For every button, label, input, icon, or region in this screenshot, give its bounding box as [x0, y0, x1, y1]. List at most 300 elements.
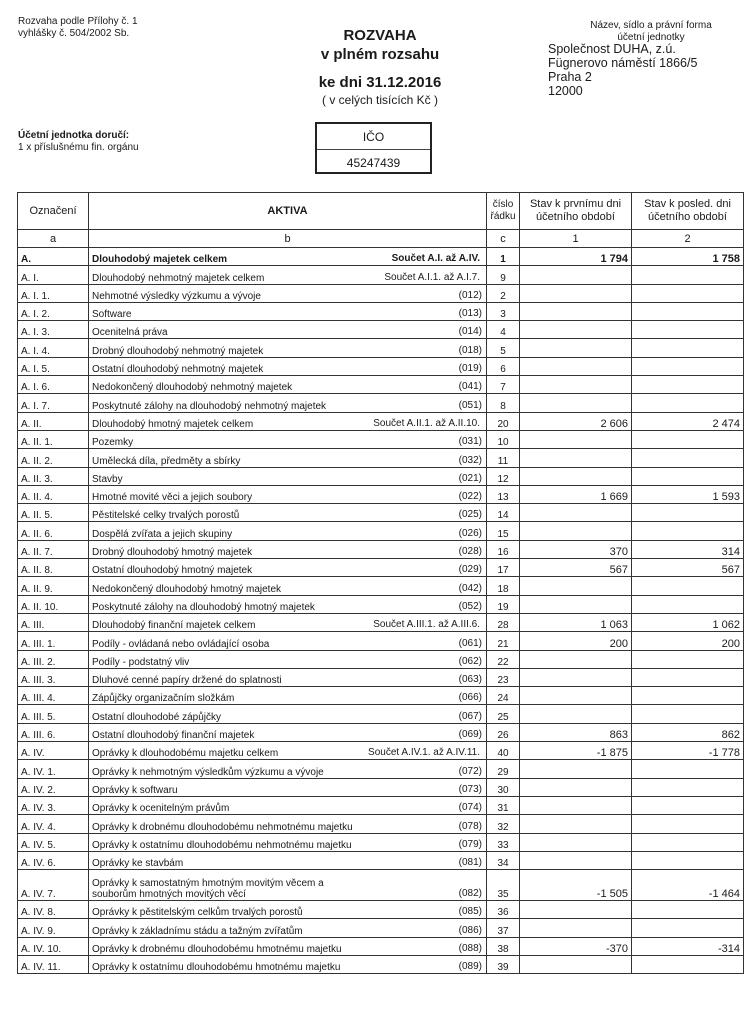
row-name-cell: [89, 901, 487, 919]
row-name-cell: [89, 760, 487, 778]
row-name-cell: [89, 522, 487, 540]
row-sum-ref: Součet A.IV.1. až A.IV.11.: [368, 747, 480, 759]
row-code: A. III. 4.: [18, 687, 89, 705]
row-name-cell: [89, 723, 487, 741]
row-account-ref: (029): [458, 564, 482, 576]
row-name: Software: [92, 309, 132, 321]
row-account-ref: (082): [458, 888, 482, 900]
row-code: A. II. 5.: [18, 504, 89, 522]
row-name: Dlouhodobý nehmotný majetek celkem: [92, 272, 265, 284]
legal-note-line1: Rozvaha podle Přílohy č. 1: [18, 16, 138, 27]
row-account-ref: (018): [458, 344, 482, 356]
row-code: A. II. 10.: [18, 595, 89, 613]
row-account-ref: (088): [458, 942, 482, 954]
row-last-period-value: 200: [632, 632, 744, 650]
row-account-ref: (074): [458, 802, 482, 814]
row-name-cell: [89, 668, 487, 686]
row-name-cell: [89, 412, 487, 430]
table-row: [18, 540, 744, 558]
table-row: [18, 266, 744, 284]
row-line-number: 38: [487, 937, 520, 955]
row-name: Oprávky k ostatnímu dlouhodobému nehmotnému majetku: [92, 839, 352, 851]
row-line-number: 28: [487, 613, 520, 631]
row-account-ref: (081): [458, 857, 482, 869]
row-name: Poskytnuté zálohy na dlouhodobý hmotný majetek: [92, 601, 315, 613]
row-name-cell: [89, 248, 487, 266]
col-last-period-2: účetního období: [648, 211, 727, 223]
row-first-period-value: [520, 394, 632, 412]
table-row: [18, 955, 744, 973]
row-name-cell: [89, 504, 487, 522]
delivery-value: 1 x příslušnému fin. orgánu: [18, 142, 139, 153]
row-name-cell: [89, 449, 487, 467]
row-name: Zápůjčky organizačním složkám: [92, 693, 235, 705]
row-name: Dospělá zvířata a jejich skupiny: [92, 528, 233, 540]
table-body: [18, 248, 744, 974]
table-row: [18, 919, 744, 937]
row-name: Dlouhodobý majetek celkem: [92, 254, 228, 266]
row-last-period-value: -1 778: [632, 742, 744, 760]
row-account-ref: (062): [458, 655, 482, 667]
row-last-period-value: [632, 705, 744, 723]
row-last-period-value: [632, 266, 744, 284]
row-first-period-value: [520, 449, 632, 467]
row-name: Oprávky ke stavbám: [92, 858, 184, 870]
table-row: [18, 595, 744, 613]
table-row: [18, 248, 744, 266]
row-code: A. II.: [18, 412, 89, 430]
row-code: A. I. 5.: [18, 357, 89, 375]
row-account-ref: (012): [458, 289, 482, 301]
row-line-number: 22: [487, 650, 520, 668]
row-first-period-value: 200: [520, 632, 632, 650]
row-code: A. IV. 2.: [18, 778, 89, 796]
row-name: Nehmotné výsledky výzkumu a vývoje: [92, 290, 261, 302]
row-name-cell: [89, 778, 487, 796]
table-row: [18, 376, 744, 394]
row-sum-ref: Součet A.I.1. až A.I.7.: [384, 271, 480, 283]
row-name: Podíly - podstatný vliv: [92, 656, 190, 668]
row-account-ref: (032): [458, 454, 482, 466]
row-code: A. I. 6.: [18, 376, 89, 394]
row-account-ref: (041): [458, 381, 482, 393]
col-first-period-1: Stav k prvnímu dni: [529, 198, 622, 210]
row-code: A.: [18, 248, 89, 266]
row-line-number: 7: [487, 376, 520, 394]
row-first-period-value: [520, 577, 632, 595]
row-name-cell: [89, 430, 487, 448]
row-last-period-value: [632, 760, 744, 778]
row-first-period-value: [520, 815, 632, 833]
ico-box: [315, 122, 432, 174]
table-row: [18, 760, 744, 778]
row-name: Ostatní dlouhodobý finanční majetek: [92, 730, 255, 742]
row-name: Ostatní dlouhodobé zápůjčky: [92, 711, 221, 723]
row-name: Oprávky k samostatným hmotným movitým věcem a souborům hmotných movitých věcí: [92, 878, 324, 901]
row-account-ref: (061): [458, 637, 482, 649]
doc-title: ROZVAHA: [343, 27, 417, 44]
row-line-number: 10: [487, 430, 520, 448]
col-last-period: [632, 193, 744, 230]
row-code: A. IV. 7.: [18, 870, 89, 901]
row-first-period-value: [520, 339, 632, 357]
row-last-period-value: -314: [632, 937, 744, 955]
col-first-period-2: účetního období: [536, 211, 615, 223]
row-code: A. II. 1.: [18, 430, 89, 448]
sub-b: b: [89, 230, 487, 248]
row-last-period-value: [632, 357, 744, 375]
row-account-ref: (085): [458, 906, 482, 918]
balance-sheet-table: [17, 192, 744, 974]
doc-subtitle: v plném rozsahu: [320, 46, 440, 63]
row-name: Oprávky k drobnému dlouhodobému nehmotnému majetku: [92, 821, 353, 833]
row-first-period-value: [520, 919, 632, 937]
row-first-period-value: [520, 467, 632, 485]
row-last-period-value: [632, 449, 744, 467]
delivery-label: Účetní jednotka doručí:: [18, 130, 130, 141]
row-name-cell: [89, 357, 487, 375]
doc-date: ke dni 31.12.2016: [318, 74, 442, 91]
table-row: [18, 778, 744, 796]
table-row: [18, 937, 744, 955]
row-name: Oprávky k ostatnímu dlouhodobému hmotnému majetku: [92, 962, 341, 974]
row-name: Dluhové cenné papíry držené do splatnosti: [92, 675, 282, 687]
row-code: A. IV. 9.: [18, 919, 89, 937]
row-code: A. II. 8.: [18, 559, 89, 577]
row-code: A. I. 3.: [18, 321, 89, 339]
row-last-period-value: [632, 595, 744, 613]
sub-2: 2: [632, 230, 744, 248]
row-last-period-value: [632, 815, 744, 833]
doc-units: ( v celých tisících Kč ): [321, 93, 439, 107]
row-last-period-value: [632, 394, 744, 412]
row-sum-ref: Součet A.II.1. až A.II.10.: [373, 417, 480, 429]
col-first-period: [520, 193, 632, 230]
table-row: [18, 339, 744, 357]
row-account-ref: (021): [458, 472, 482, 484]
row-first-period-value: [520, 760, 632, 778]
company-label: [576, 20, 726, 44]
row-first-period-value: [520, 376, 632, 394]
row-first-period-value: [520, 595, 632, 613]
row-line-number: 40: [487, 742, 520, 760]
row-name-cell: [89, 302, 487, 320]
company-city: Praha 2: [548, 70, 592, 84]
row-name: Dlouhodobý hmotný majetek celkem: [92, 418, 254, 430]
row-account-ref: (067): [458, 710, 482, 722]
row-line-number: 14: [487, 504, 520, 522]
row-line-number: 18: [487, 577, 520, 595]
table-row: [18, 613, 744, 631]
row-last-period-value: [632, 302, 744, 320]
row-code: A. IV. 3.: [18, 796, 89, 814]
row-first-period-value: [520, 650, 632, 668]
row-first-period-value: 863: [520, 723, 632, 741]
row-name: Oprávky k základnímu stádu a tažným zvířatům: [92, 925, 303, 937]
row-name-cell: [89, 339, 487, 357]
table-row: [18, 815, 744, 833]
table-header-row: [18, 193, 744, 230]
row-first-period-value: [520, 266, 632, 284]
table-row: [18, 668, 744, 686]
row-name-cell: [89, 540, 487, 558]
sub-c: c: [487, 230, 520, 248]
row-last-period-value: [632, 796, 744, 814]
row-first-period-value: [520, 851, 632, 869]
row-line-number: 31: [487, 796, 520, 814]
row-name-cell: [89, 705, 487, 723]
company-label-line2: účetní jednotky: [617, 32, 685, 43]
row-name: Pozemky: [92, 437, 134, 449]
row-name-cell: [89, 266, 487, 284]
row-last-period-value: [632, 321, 744, 339]
row-name: Ostatní dlouhodobý nehmotný majetek: [92, 364, 264, 376]
row-name-cell: [89, 284, 487, 302]
row-line-number: 30: [487, 778, 520, 796]
table-row: [18, 504, 744, 522]
sub-a: a: [18, 230, 89, 248]
table-row: [18, 650, 744, 668]
row-name: Podíly - ovládaná nebo ovládající osoba: [92, 638, 270, 650]
row-line-number: 21: [487, 632, 520, 650]
company-zip: 12000: [548, 84, 583, 98]
row-name: Oprávky k softwaru: [92, 784, 178, 796]
row-name: Nedokončený dlouhodobý nehmotný majetek: [92, 382, 293, 394]
row-first-period-value: [520, 321, 632, 339]
row-name: Oprávky k dlouhodobému majetku celkem: [92, 748, 279, 760]
row-line-number: 24: [487, 687, 520, 705]
row-last-period-value: [632, 955, 744, 973]
row-line-number: 2: [487, 284, 520, 302]
table-row: [18, 796, 744, 814]
row-first-period-value: [520, 668, 632, 686]
row-first-period-value: [520, 833, 632, 851]
row-line-number: 5: [487, 339, 520, 357]
delivery-note: [18, 130, 139, 154]
row-first-period-value: 370: [520, 540, 632, 558]
row-name-cell: [89, 870, 487, 901]
row-account-ref: (014): [458, 326, 482, 338]
table-row: [18, 430, 744, 448]
row-line-number: 25: [487, 705, 520, 723]
sub-1: 1: [520, 230, 632, 248]
table-row: [18, 394, 744, 412]
table-row: [18, 357, 744, 375]
row-first-period-value: [520, 901, 632, 919]
row-code: A. IV. 1.: [18, 760, 89, 778]
row-name: Ocenitelná práva: [92, 327, 168, 339]
row-first-period-value: -370: [520, 937, 632, 955]
table-row: [18, 449, 744, 467]
row-line-number: 9: [487, 266, 520, 284]
row-name-cell: [89, 376, 487, 394]
row-first-period-value: [520, 357, 632, 375]
company-label-line1: Název, sídlo a právní forma: [590, 20, 712, 31]
row-last-period-value: [632, 650, 744, 668]
row-first-period-value: 567: [520, 559, 632, 577]
row-line-number: 26: [487, 723, 520, 741]
row-last-period-value: [632, 668, 744, 686]
row-last-period-value: [632, 504, 744, 522]
row-last-period-value: [632, 687, 744, 705]
row-line-number: 32: [487, 815, 520, 833]
table-row: [18, 284, 744, 302]
table-row: [18, 577, 744, 595]
row-account-ref: (025): [458, 509, 482, 521]
row-line-number: 13: [487, 485, 520, 503]
row-last-period-value: [632, 851, 744, 869]
row-sum-ref: Součet A.I. až A.IV.: [391, 253, 480, 265]
row-code: A. IV. 8.: [18, 901, 89, 919]
table-row: [18, 412, 744, 430]
table-row: [18, 632, 744, 650]
row-first-period-value: [520, 302, 632, 320]
col-line-number-2: řádku: [490, 211, 516, 222]
row-last-period-value: 567: [632, 559, 744, 577]
row-first-period-value: 1 794: [520, 248, 632, 266]
row-name: Umělecká díla, předměty a sbírky: [92, 455, 241, 467]
col-assets: AKTIVA: [89, 193, 487, 230]
row-line-number: 1: [487, 248, 520, 266]
row-last-period-value: 1 593: [632, 485, 744, 503]
row-code: A. IV. 11.: [18, 955, 89, 973]
table-row: [18, 851, 744, 869]
col-line-number-1: číslo: [492, 199, 514, 210]
row-name-cell: [89, 321, 487, 339]
row-name-cell: [89, 467, 487, 485]
table-row: [18, 467, 744, 485]
table-row: [18, 522, 744, 540]
row-code: A. II. 7.: [18, 540, 89, 558]
row-name: Poskytnuté zálohy na dlouhodobý nehmotný majetek: [92, 400, 327, 412]
row-name: Drobný dlouhodobý nehmotný majetek: [92, 345, 264, 357]
row-first-period-value: 1 063: [520, 613, 632, 631]
row-code: A. I. 4.: [18, 339, 89, 357]
row-name: Oprávky k ocenitelným právům: [92, 803, 230, 815]
row-line-number: 34: [487, 851, 520, 869]
row-last-period-value: [632, 467, 744, 485]
row-account-ref: (063): [458, 674, 482, 686]
table-row: [18, 302, 744, 320]
table-row: [18, 742, 744, 760]
row-account-ref: (052): [458, 600, 482, 612]
row-account-ref: (031): [458, 436, 482, 448]
row-name-cell: [89, 650, 487, 668]
row-name-cell: [89, 742, 487, 760]
row-account-ref: (026): [458, 527, 482, 539]
row-code: A. IV.: [18, 742, 89, 760]
row-line-number: 20: [487, 412, 520, 430]
row-code: A. III. 2.: [18, 650, 89, 668]
row-first-period-value: [520, 522, 632, 540]
row-code: A. III. 1.: [18, 632, 89, 650]
row-code: A. II. 9.: [18, 577, 89, 595]
row-first-period-value: 1 669: [520, 485, 632, 503]
row-account-ref: (078): [458, 820, 482, 832]
ico-label: IČO: [317, 130, 430, 150]
row-last-period-value: [632, 577, 744, 595]
row-first-period-value: [520, 284, 632, 302]
row-first-period-value: [520, 778, 632, 796]
row-code: A. IV. 4.: [18, 815, 89, 833]
row-first-period-value: [520, 504, 632, 522]
row-first-period-value: [520, 955, 632, 973]
row-line-number: 16: [487, 540, 520, 558]
row-sum-ref: Součet A.III.1. až A.III.6.: [373, 619, 480, 631]
table-subheader-row: [18, 230, 744, 248]
row-line-number: 37: [487, 919, 520, 937]
row-name: Nedokončený dlouhodobý hmotný majetek: [92, 583, 282, 595]
row-last-period-value: [632, 339, 744, 357]
table-row: [18, 559, 744, 577]
row-code: A. IV. 10.: [18, 937, 89, 955]
row-last-period-value: [632, 901, 744, 919]
row-code: A. III. 3.: [18, 668, 89, 686]
row-name-cell: [89, 394, 487, 412]
row-account-ref: (019): [458, 363, 482, 375]
row-code: A. IV. 6.: [18, 851, 89, 869]
row-line-number: 39: [487, 955, 520, 973]
row-name-cell: [89, 595, 487, 613]
row-line-number: 4: [487, 321, 520, 339]
row-account-ref: (022): [458, 491, 482, 503]
col-line-number: [487, 193, 520, 230]
row-last-period-value: [632, 522, 744, 540]
row-first-period-value: [520, 430, 632, 448]
row-last-period-value: [632, 430, 744, 448]
row-line-number: 29: [487, 760, 520, 778]
row-code: A. II. 6.: [18, 522, 89, 540]
row-name-cell: [89, 613, 487, 631]
row-account-ref: (066): [458, 692, 482, 704]
row-last-period-value: -1 464: [632, 870, 744, 901]
row-last-period-value: [632, 284, 744, 302]
row-account-ref: (013): [458, 308, 482, 320]
row-line-number: 12: [487, 467, 520, 485]
row-code: A. II. 4.: [18, 485, 89, 503]
row-name-cell: [89, 937, 487, 955]
row-name: Oprávky k pěstitelským celkům trvalých porostů: [92, 907, 303, 919]
company-street: Fügnerovo náměstí 1866/5: [548, 56, 698, 70]
row-line-number: 17: [487, 559, 520, 577]
row-account-ref: (069): [458, 729, 482, 741]
row-name: Drobný dlouhodobý hmotný majetek: [92, 547, 253, 559]
row-last-period-value: 862: [632, 723, 744, 741]
company-name: Společnost DUHA, z.ú.: [548, 42, 676, 56]
row-code: A. II. 3.: [18, 467, 89, 485]
row-name: Oprávky k drobnému dlouhodobému hmotnému majetku: [92, 943, 342, 955]
row-last-period-value: [632, 376, 744, 394]
row-code: A. I. 2.: [18, 302, 89, 320]
ico-value: 45247439: [346, 156, 401, 170]
row-last-period-value: 2 474: [632, 412, 744, 430]
row-last-period-value: [632, 919, 744, 937]
table-row: [18, 901, 744, 919]
row-name-cell: [89, 687, 487, 705]
row-first-period-value: -1 875: [520, 742, 632, 760]
row-name-cell: [89, 815, 487, 833]
company-info: [548, 42, 697, 98]
row-account-ref: (079): [458, 838, 482, 850]
row-code: A. II. 2.: [18, 449, 89, 467]
row-line-number: 3: [487, 302, 520, 320]
row-first-period-value: 2 606: [520, 412, 632, 430]
table-row: [18, 687, 744, 705]
row-line-number: 33: [487, 833, 520, 851]
col-last-period-1: Stav k posled. dni: [644, 198, 731, 210]
row-account-ref: (072): [458, 765, 482, 777]
table-row: [18, 321, 744, 339]
